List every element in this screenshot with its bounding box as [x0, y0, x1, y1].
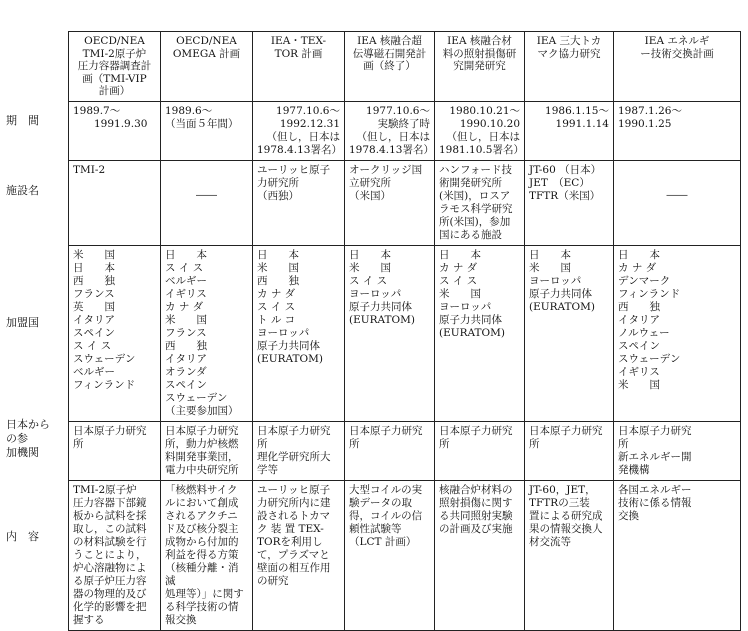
- members-cell: 日 本 カ ナ ダ デンマーク フィンランド 西 独 イタリア ノルウェー スペイン スウェーデン イギリス 米 国: [614, 245, 741, 421]
- members-cell: 日 本 米 国 ヨーロッパ 原子力共同体 (EURATOM): [525, 245, 614, 421]
- content-cell: 各国エネルギー 技術に係る情報 交換: [614, 480, 741, 630]
- facility-cell: ――: [161, 160, 253, 245]
- period-cell: 1986.1.15～ 1991.1.14: [525, 101, 614, 160]
- facility-cell: ――: [614, 160, 741, 245]
- japan-orgs-cell: 日本原子力研究 所: [525, 421, 614, 480]
- content-cell: 「核燃料サイク ルにおいて創成 されるアクチニ ド及び核分裂主 成物から付加的 利益を得る方策 （核種分離・消滅 処理等）」に関す る科学技術の情 報交換: [161, 480, 253, 630]
- international-cooperation-table: [68, 31, 741, 631]
- column-header: IEA 三大トカ マク協力研究: [525, 32, 614, 102]
- members-cell: 日 本 カ ナ ダ ス イ ス 米 国 ヨーロッパ 原子力共同体 (EURATOM): [435, 245, 525, 421]
- content-cell: TMI-2原子炉 圧力容器下部鏡 板から試料を採 取し，この試料 の材料試験を行 うことにより， 炉心溶融物によ る原子炉圧力容 器の物理的及び 化学的影響を把 握する: [69, 480, 161, 630]
- period-cell: 1989.7～ 1991.9.30: [69, 101, 161, 160]
- japan-orgs-cell: 日本原子力研究所，動力炉核燃料開発事業団，電力中央研究所: [161, 421, 253, 480]
- content-row: [69, 480, 741, 630]
- row-label-members: 加盟国: [6, 316, 39, 329]
- members-cell: 日 本 米 国 ス イ ス ヨーロッパ 原子力共同体 (EURATOM): [345, 245, 435, 421]
- header-row: [69, 32, 741, 102]
- facility-cell: TMI-2: [69, 160, 161, 245]
- column-header: IEA 核融合材 料の照射損傷研 究開発研究: [435, 32, 525, 102]
- content-cell: ユーリッヒ原子 力研究所内に建 設されるトカマ ク 装 置 TEX- TORを利用し て，プラズマと 壁面の相互作用 の研究: [253, 480, 345, 630]
- row-label-japan-orgs: 日本から の参 加機関: [6, 418, 50, 459]
- period-row: [69, 101, 741, 160]
- row-label-facility: 施設名: [6, 184, 39, 197]
- column-header: IEA 核融合超 伝導磁石開発計 画（終了）: [345, 32, 435, 102]
- japan-orgs-row: [69, 421, 741, 480]
- facility-row: [69, 160, 741, 245]
- facility-cell: ハンフォード技 術開発研究所 (米国)，ロスア ラモス科学研究 所(米国)，参加 国にある施設: [435, 160, 525, 245]
- japan-orgs-cell: 日本原子力研究 所: [435, 421, 525, 480]
- period-cell: 1977.10.6～ 実験終了時 （但し，日本は 1978.4.13署名）: [345, 101, 435, 160]
- members-cell: 米 国 日 本 西 独 フランス 英 国 イタリア スペイン ス イ ス スウェーデン ベルギー フィンランド: [69, 245, 161, 421]
- facility-cell: オークリッジ国 立研究所 （米国）: [345, 160, 435, 245]
- period-cell: 1987.1.26～ 1990.1.25: [614, 101, 741, 160]
- content-cell: JT-60，JET， TFTRの三装 置による研究成 果の情報交換人 材交流等: [525, 480, 614, 630]
- period-cell: 1980.10.21～ 1990.10.20 （但し，日本は 1981.10.5署名）: [435, 101, 525, 160]
- members-cell: 日 本 米 国 西 独 カ ナ ダ ス イ ス ト ル コ ヨーロッパ 原子力共同体 (EURATOM): [253, 245, 345, 421]
- japan-orgs-cell: 日本原子力研究 所: [345, 421, 435, 480]
- japan-orgs-cell: 日本原子力研究 所: [69, 421, 161, 480]
- content-cell: 大型コイルの実 験データの取 得，コイルの信 頼性試験等 （LCT 計画）: [345, 480, 435, 630]
- japan-orgs-cell: 日本原子力研究 所 新エネルギー開 発機構: [614, 421, 741, 480]
- period-cell: 1977.10.6～ 1992.12.31 （但し，日本は 1978.4.13署名）: [253, 101, 345, 160]
- facility-cell: ユーリッヒ原子 力研究所 （西独）: [253, 160, 345, 245]
- column-header: OECD/NEA OMEGA 計画: [161, 32, 253, 102]
- column-header: OECD/NEA TMI-2原子炉 圧力容器調査計 画（TMI-VIP 計画）: [69, 32, 161, 102]
- facility-cell: JT-60 （日本） JET （EC） TFTR（米国）: [525, 160, 614, 245]
- row-label-period: 期 間: [6, 114, 39, 127]
- members-cell: 日 本 ス イ ス ベルギー イギリス カ ナ ダ 米 国 フランス 西 独 イタリア オランダ スペイン スウェーデン （主要参加国）: [161, 245, 253, 421]
- row-label-content: 内 容: [6, 530, 39, 543]
- members-row: [69, 245, 741, 421]
- period-cell: 1989.6～ （当面５年間）: [161, 101, 253, 160]
- column-header: IEA・TEX- TOR 計画: [253, 32, 345, 102]
- column-header: IEA エネルギ ー技術交換計画: [614, 32, 741, 102]
- japan-orgs-cell: 日本原子力研究所 理化学研究所大 学等: [253, 421, 345, 480]
- content-cell: 核融合炉材料の 照射損傷に関す る共同照射実験 の計画及び実施: [435, 480, 525, 630]
